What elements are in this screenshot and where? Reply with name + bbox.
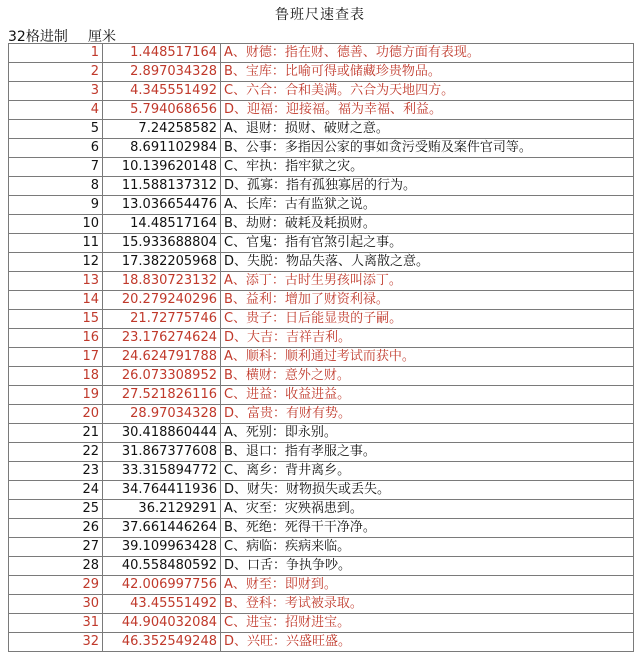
table-row: [9, 519, 634, 538]
row-description-cell: C、病临：疾病来临。: [221, 538, 634, 557]
row-description-cell: D、失脱：物品失落、人离散之意。: [221, 253, 634, 272]
row-value-cell: 42.006997756: [103, 576, 221, 595]
table-row: [9, 538, 634, 557]
row-description-cell: A、长库：古有监狱之说。: [221, 196, 634, 215]
table-row: [9, 500, 634, 519]
table-row: [9, 120, 634, 139]
row-index-cell: 20: [9, 405, 103, 424]
table-row: [9, 481, 634, 500]
table-row: [9, 348, 634, 367]
row-value-cell: 36.2129291: [103, 500, 221, 519]
row-index-cell: 22: [9, 443, 103, 462]
table-row: [9, 595, 634, 614]
row-index-cell: 5: [9, 120, 103, 139]
row-description-cell: C、贵子：日后能显贵的子嗣。: [221, 310, 634, 329]
table-row: [9, 101, 634, 120]
row-description-cell: D、孤寡：指有孤独寡居的行为。: [221, 177, 634, 196]
row-value-cell: 15.933688804: [103, 234, 221, 253]
ruler-table-body: [9, 44, 634, 652]
table-row: [9, 405, 634, 424]
row-description-cell: B、益利：增加了财资利禄。: [221, 291, 634, 310]
row-description-cell: D、口舌：争执争吵。: [221, 557, 634, 576]
row-description-cell: B、劫财：破耗及耗损财。: [221, 215, 634, 234]
row-description-cell: C、官鬼：指有官煞引起之事。: [221, 234, 634, 253]
table-row: [9, 386, 634, 405]
row-description-cell: A、顺科：顺利通过考试而获中。: [221, 348, 634, 367]
row-index-cell: 28: [9, 557, 103, 576]
row-value-cell: 39.109963428: [103, 538, 221, 557]
row-index-cell: 29: [9, 576, 103, 595]
table-row: [9, 158, 634, 177]
row-index-cell: 25: [9, 500, 103, 519]
row-description-cell: D、大吉：吉祥吉利。: [221, 329, 634, 348]
table-row: [9, 234, 634, 253]
row-index-cell: 21: [9, 424, 103, 443]
header-index: 32格进制: [8, 29, 68, 45]
ruler-table: [8, 43, 634, 652]
row-description-cell: C、离乡：背井离乡。: [221, 462, 634, 481]
row-description-cell: C、六合：合和美满。六合为天地四方。: [221, 82, 634, 101]
row-value-cell: 10.139620148: [103, 158, 221, 177]
table-row: [9, 557, 634, 576]
row-value-cell: 17.382205968: [103, 253, 221, 272]
row-index-cell: 23: [9, 462, 103, 481]
table-row: [9, 253, 634, 272]
table-row: [9, 633, 634, 652]
row-value-cell: 23.176274624: [103, 329, 221, 348]
row-index-cell: 1: [9, 44, 103, 63]
table-row: [9, 177, 634, 196]
row-index-cell: 4: [9, 101, 103, 120]
table-row: [9, 63, 634, 82]
table-row: [9, 139, 634, 158]
table-row: [9, 367, 634, 386]
row-value-cell: 7.24258582: [103, 120, 221, 139]
table-row: [9, 215, 634, 234]
row-description-cell: B、公事：多指因公家的事如贪污受贿及案件官司等。: [221, 139, 634, 158]
table-row: [9, 462, 634, 481]
row-index-cell: 16: [9, 329, 103, 348]
row-value-cell: 26.073308952: [103, 367, 221, 386]
row-value-cell: 34.764411936: [103, 481, 221, 500]
row-value-cell: 31.867377608: [103, 443, 221, 462]
row-index-cell: 2: [9, 63, 103, 82]
table-row: [9, 196, 634, 215]
row-value-cell: 14.48517164: [103, 215, 221, 234]
row-description-cell: C、牢执：指牢狱之灾。: [221, 158, 634, 177]
table-row: [9, 310, 634, 329]
row-index-cell: 31: [9, 614, 103, 633]
row-value-cell: 33.315894772: [103, 462, 221, 481]
row-index-cell: 19: [9, 386, 103, 405]
row-index-cell: 8: [9, 177, 103, 196]
row-index-cell: 30: [9, 595, 103, 614]
row-value-cell: 8.691102984: [103, 139, 221, 158]
row-description-cell: D、富贵：有财有势。: [221, 405, 634, 424]
row-index-cell: 13: [9, 272, 103, 291]
table-row: [9, 443, 634, 462]
page-title: 鲁班尺速查表: [275, 7, 365, 23]
row-value-cell: 20.279240296: [103, 291, 221, 310]
row-index-cell: 11: [9, 234, 103, 253]
table-row: [9, 576, 634, 595]
row-value-cell: 13.036654476: [103, 196, 221, 215]
table-row: [9, 82, 634, 101]
header-unit: 厘米: [88, 29, 116, 45]
row-index-cell: 15: [9, 310, 103, 329]
row-description-cell: A、死别：即永别。: [221, 424, 634, 443]
row-index-cell: 12: [9, 253, 103, 272]
row-value-cell: 2.897034328: [103, 63, 221, 82]
row-value-cell: 21.72775746: [103, 310, 221, 329]
row-index-cell: 24: [9, 481, 103, 500]
row-description-cell: B、宝库：比喻可得或储藏珍贵物品。: [221, 63, 634, 82]
row-value-cell: 24.624791788: [103, 348, 221, 367]
table-row: [9, 329, 634, 348]
row-description-cell: B、登科：考试被录取。: [221, 595, 634, 614]
table-row: [9, 291, 634, 310]
row-value-cell: 11.588137312: [103, 177, 221, 196]
row-value-cell: 44.904032084: [103, 614, 221, 633]
row-value-cell: 27.521826116: [103, 386, 221, 405]
row-value-cell: 4.345551492: [103, 82, 221, 101]
row-value-cell: 1.448517164: [103, 44, 221, 63]
row-value-cell: 30.418860444: [103, 424, 221, 443]
row-index-cell: 14: [9, 291, 103, 310]
row-value-cell: 5.794068656: [103, 101, 221, 120]
row-description-cell: A、退财：损财、破财之意。: [221, 120, 634, 139]
row-value-cell: 40.558480592: [103, 557, 221, 576]
row-description-cell: D、财失：财物损失或丢失。: [221, 481, 634, 500]
row-description-cell: A、财德：指在财、德善、功德方面有表现。: [221, 44, 634, 63]
table-row: [9, 44, 634, 63]
row-value-cell: 37.661446264: [103, 519, 221, 538]
row-index-cell: 6: [9, 139, 103, 158]
row-description-cell: B、死绝：死得干干净净。: [221, 519, 634, 538]
table-row: [9, 614, 634, 633]
row-description-cell: A、灾至：灾殃祸患到。: [221, 500, 634, 519]
row-index-cell: 18: [9, 367, 103, 386]
row-index-cell: 26: [9, 519, 103, 538]
row-value-cell: 46.352549248: [103, 633, 221, 652]
row-description-cell: B、退口：指有孝服之事。: [221, 443, 634, 462]
row-description-cell: D、兴旺：兴盛旺盛。: [221, 633, 634, 652]
row-description-cell: C、进益：收益进益。: [221, 386, 634, 405]
row-index-cell: 3: [9, 82, 103, 101]
row-index-cell: 32: [9, 633, 103, 652]
row-index-cell: 10: [9, 215, 103, 234]
row-index-cell: 17: [9, 348, 103, 367]
row-description-cell: A、添丁：古时生男孩叫添丁。: [221, 272, 634, 291]
row-value-cell: 18.830723132: [103, 272, 221, 291]
row-description-cell: A、财至：即财到。: [221, 576, 634, 595]
row-index-cell: 7: [9, 158, 103, 177]
row-value-cell: 43.45551492: [103, 595, 221, 614]
table-row: [9, 272, 634, 291]
table-row: [9, 424, 634, 443]
row-description-cell: C、进宝：招财进宝。: [221, 614, 634, 633]
row-index-cell: 9: [9, 196, 103, 215]
row-description-cell: B、横财：意外之财。: [221, 367, 634, 386]
row-index-cell: 27: [9, 538, 103, 557]
row-value-cell: 28.97034328: [103, 405, 221, 424]
row-description-cell: D、迎福：迎接福。福为幸福、利益。: [221, 101, 634, 120]
